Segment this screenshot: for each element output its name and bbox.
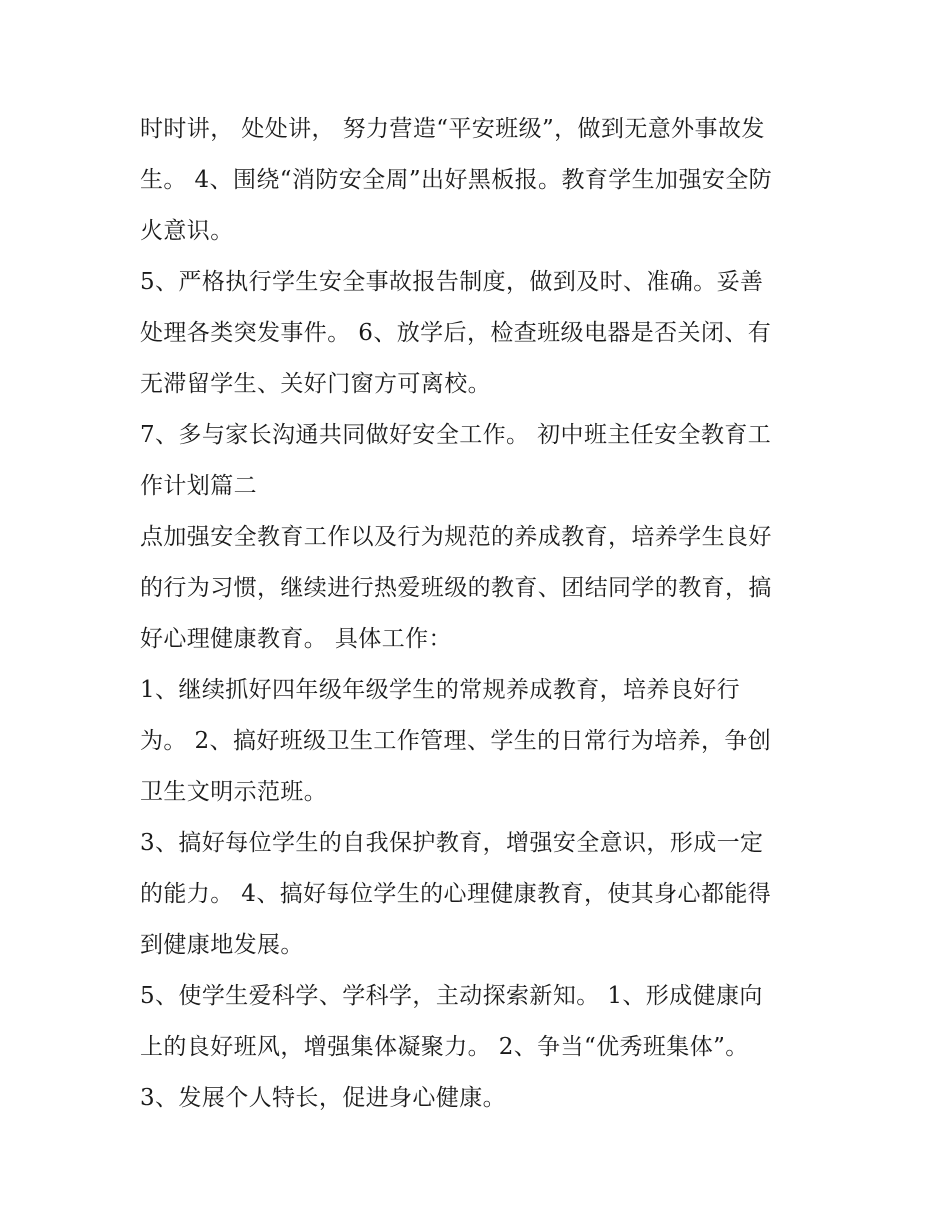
text-line: 点加强安全教育工作以及行为规范的养成教育，培养学生良好: [140, 524, 772, 550]
text-line: 无滞留学生、关好门窗方可离校。: [140, 371, 491, 397]
text-line: 火意识。: [140, 218, 234, 244]
paragraph-self-protection: [140, 818, 820, 971]
text-line: 的行为习惯，继续进行热爱班级的教育、团结同学的教育，搞: [140, 575, 772, 601]
text-line: 5、严格执行学生安全事故报告制度，做到及时、准确。妥善: [140, 269, 764, 295]
paragraph-science-goals: [140, 971, 820, 1073]
paragraph-personal-development: [140, 1073, 820, 1124]
text-line: 到健康地发展。: [140, 932, 304, 958]
text-line: 处理各类突发事件。 6、放学后，检查班级电器是否关闭、有: [140, 320, 772, 346]
text-line: 7、多与家长沟通共同做好安全工作。 初中班主任安全教育工: [140, 422, 772, 448]
text-line: 上的良好班风，增强集体凝聚力。 2、争当“优秀班集体”。: [140, 1034, 749, 1060]
paragraph-parent-communication: [140, 410, 820, 512]
paragraph-plan-intro: [140, 512, 820, 665]
text-line: 5、使学生爱科学、学科学，主动探索新知。 1、形成健康向: [140, 983, 763, 1009]
paragraph-accident-reporting: [140, 257, 820, 410]
text-line: 3、发展个人特长，促进身心健康。: [140, 1085, 507, 1111]
text-line: 好心理健康教育。 具体工作：: [140, 626, 452, 652]
text-line: 卫生文明示范班。: [140, 779, 328, 805]
text-line: 生。 4、围绕“消防安全周”出好黑板报。教育学生加强安全防: [140, 167, 773, 193]
text-line: 为。 2、搞好班级卫生工作管理、学生的日常行为培养，争创: [140, 728, 772, 754]
paragraph-habit-education: [140, 665, 820, 818]
text-line: 1、继续抓好四年级年级学生的常规养成教育，培养良好行: [140, 677, 741, 703]
document-body: [140, 104, 820, 1124]
text-line: 的能力。 4、搞好每位学生的心理健康教育，使其身心都能得: [140, 881, 772, 907]
text-line: 时时讲， 处处讲， 努力营造“平安班级”，做到无意外事故发: [140, 116, 765, 142]
text-line: 3、搞好每位学生的自我保护教育，增强安全意识，形成一定: [140, 830, 764, 856]
paragraph-safety-measures: [140, 104, 820, 257]
text-line: 作计划篇二: [140, 473, 257, 499]
